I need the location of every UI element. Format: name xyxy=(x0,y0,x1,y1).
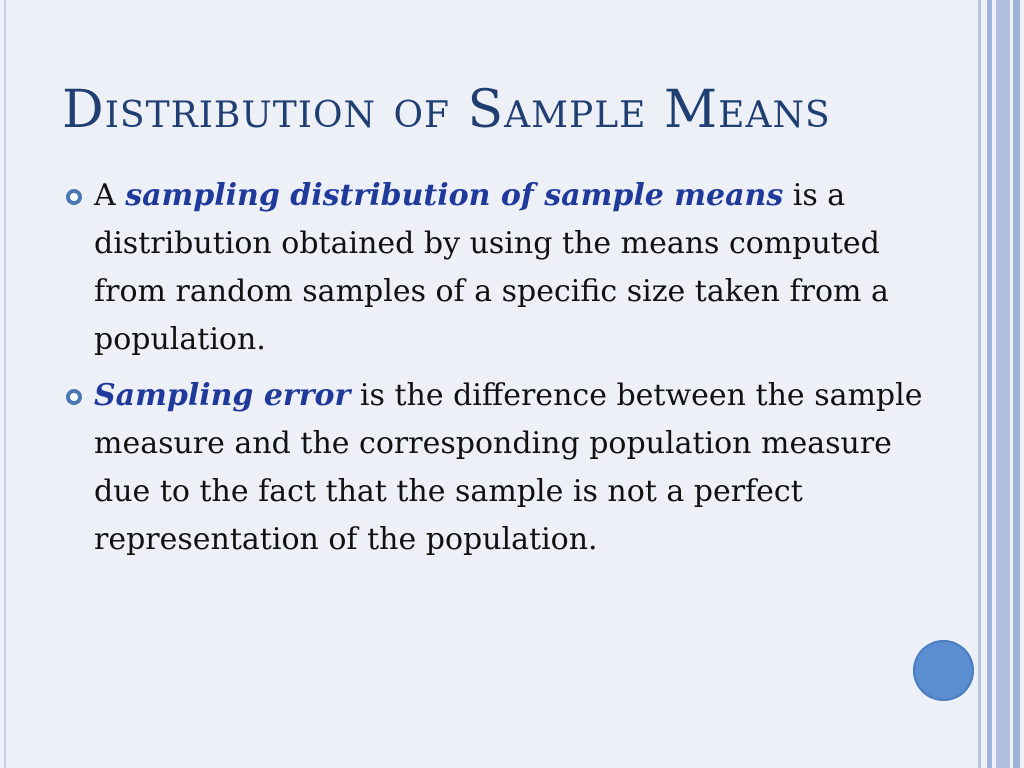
corner-circle-decoration xyxy=(913,640,974,701)
bullet-body-text: is the difference between the sample measure and the corresponding population measure due to the fact that the sample is not a perfect representation of the population. xyxy=(94,378,923,557)
bullet-term: sampling distribution of sample means xyxy=(125,178,784,213)
stripe-gap xyxy=(1020,0,1024,768)
stripe xyxy=(996,0,1010,768)
right-stripes-decoration xyxy=(978,0,1024,768)
bullet-item xyxy=(62,172,942,364)
bullet-lead-text: A xyxy=(94,178,126,213)
bullet-list xyxy=(62,172,942,572)
bullet-circle-icon xyxy=(66,389,82,405)
bullet-circle-icon xyxy=(66,189,82,205)
left-rule-decoration xyxy=(4,0,6,768)
slide-title: Distribution of Sample Means xyxy=(62,80,831,140)
bullet-term: Sampling error xyxy=(94,378,351,413)
stripe xyxy=(1013,0,1020,768)
bullet-body-text: is a distribution obtained by using the means computed from random samples of a specific size taken from a population. xyxy=(94,178,889,357)
bullet-item xyxy=(62,372,942,564)
